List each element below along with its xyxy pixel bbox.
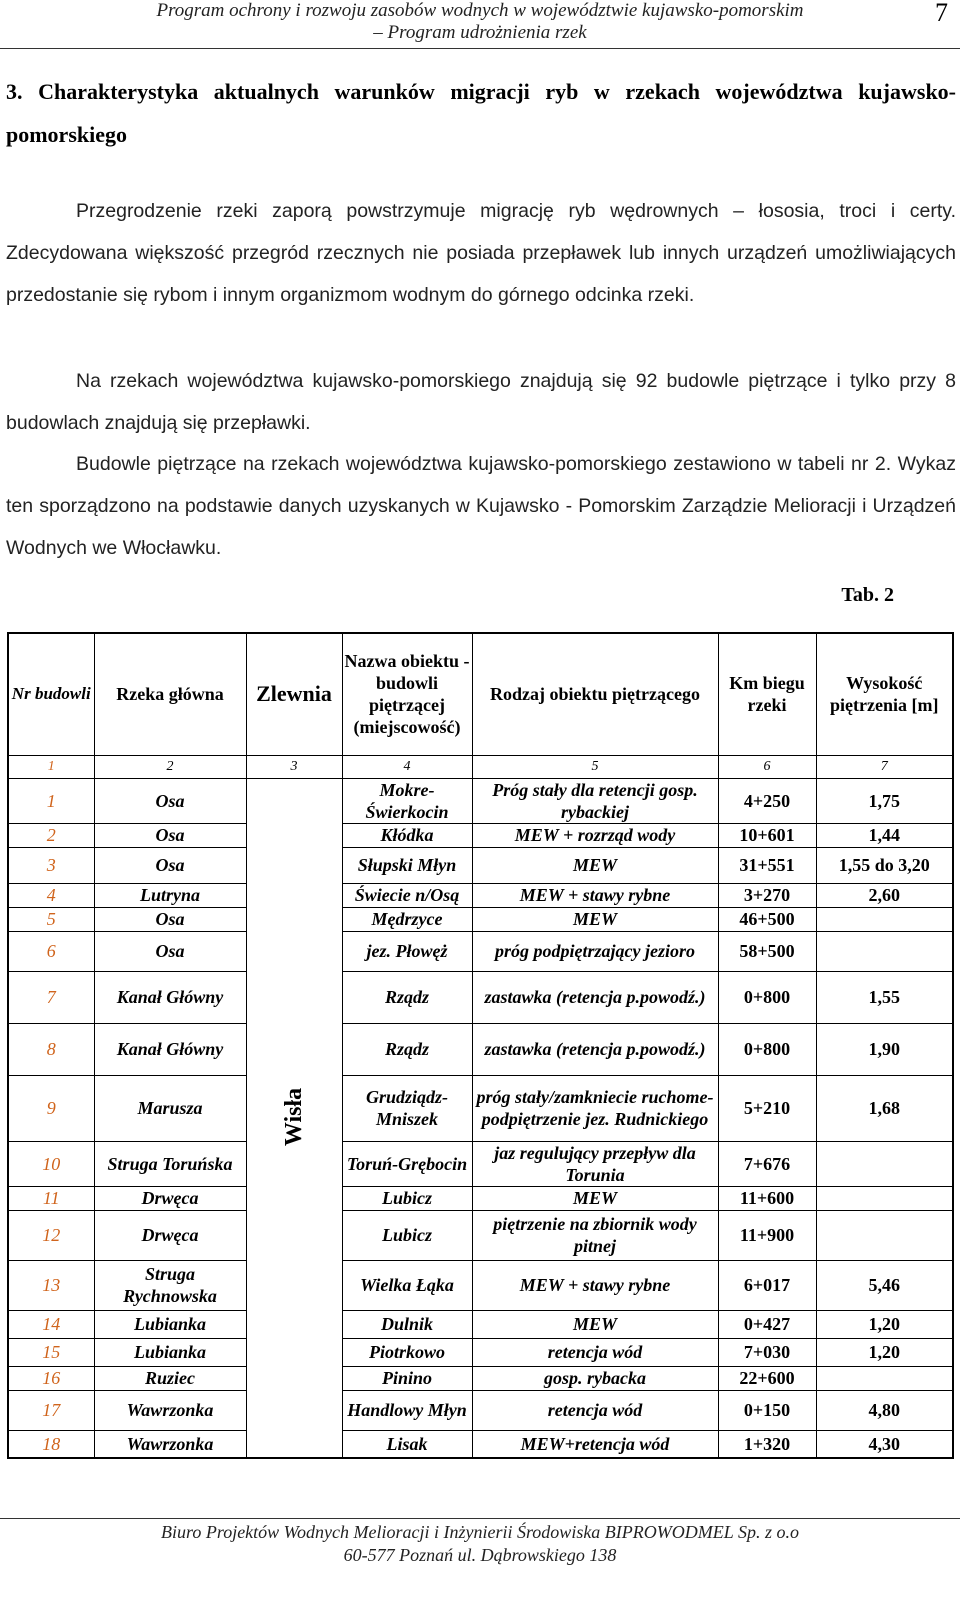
table-row [8,778,953,823]
header-rule [0,48,960,49]
table-row [8,1186,953,1210]
cell-km: 31+551 [718,847,816,883]
header-rodzaj: Rodzaj obiektu piętrzącego [472,633,718,755]
cell-nazwa: jez. Płowęż [342,931,472,971]
header-zlewnia: Zlewnia [246,633,342,755]
cell-wysokosc [816,1366,953,1390]
cell-km: 11+900 [718,1210,816,1260]
table-row [8,1390,953,1430]
cell-nazwa: Dulnik [342,1310,472,1338]
cell-rodzaj: jaz regulujący przepływ dla Torunia [472,1141,718,1186]
cell-nazwa: Piotrkowo [342,1338,472,1366]
cell-km: 0+427 [718,1310,816,1338]
cell-rzeka: Osa [94,778,246,823]
cell-nazwa: Wielka Łąka [342,1260,472,1310]
cell-nr: 7 [8,971,94,1023]
table-row [8,1260,953,1310]
cell-rzeka: Drwęca [94,1210,246,1260]
column-number: 3 [246,755,342,778]
header-wysokosc: Wysokość piętrzenia [m] [816,633,953,755]
column-number: 5 [472,755,718,778]
cell-nazwa: Świecie n/Osą [342,883,472,907]
cell-rzeka: Ruziec [94,1366,246,1390]
cell-rodzaj: retencja wód [472,1390,718,1430]
column-number-row [8,755,953,778]
column-number: 2 [94,755,246,778]
cell-nr: 11 [8,1186,94,1210]
paragraph-2 [6,360,956,444]
footer-rule [0,1518,960,1519]
cell-rzeka: Kanał Główny [94,1023,246,1075]
cell-km: 7+676 [718,1141,816,1186]
cell-km: 3+270 [718,883,816,907]
cell-km: 0+150 [718,1390,816,1430]
cell-rodzaj: retencja wód [472,1338,718,1366]
paragraph-1-text: Przegrodzenie rzeki zaporą powstrzymuje migrację ryb wędrownych – łososia, troci i certy. Zdecydowana większość przegród rzecznych nie posiada przepławek lub innych urządzeń umożliwiających przedostanie się rybom i innym organizmom wodnym do górnego odcinka rzeki. [6,200,956,306]
cell-rodzaj: próg podpiętrzający jezioro [472,931,718,971]
cell-wysokosc [816,931,953,971]
cell-km: 11+600 [718,1186,816,1210]
cell-wysokosc: 2,60 [816,883,953,907]
table-row [8,971,953,1023]
cell-nr: 8 [8,1023,94,1075]
table-row [8,907,953,931]
cell-wysokosc [816,1186,953,1210]
header-nr: Nr budowli [8,633,94,755]
table-row [8,847,953,883]
table-label: Tab. 2 [841,584,894,606]
cell-rodzaj: próg stały/zamkniecie ruchome-podpiętrzenie jez. Rudnickiego [472,1075,718,1141]
cell-nazwa: Handlowy Młyn [342,1390,472,1430]
cell-rzeka: Osa [94,823,246,847]
table-row [8,931,953,971]
cell-rodzaj: piętrzenie na zbiornik wody pitnej [472,1210,718,1260]
header-title-line1: Program ochrony i rozwoju zasobów wodnych w województwie kujawsko-pomorskim [156,0,804,21]
cell-rzeka: Struga Toruńska [94,1141,246,1186]
section-heading: 3. Charakterystyka aktualnych warunków migracji ryb w rzekach województwa kujawsko-pomorskiego [6,79,956,147]
cell-wysokosc: 1,20 [816,1338,953,1366]
cell-km: 5+210 [718,1075,816,1141]
cell-wysokosc: 1,90 [816,1023,953,1075]
cell-nr: 5 [8,907,94,931]
cell-rodzaj: zastawka (retencja p.powodź.) [472,1023,718,1075]
cell-nazwa: Mokre-Świerkocin [342,778,472,823]
cell-nr: 3 [8,847,94,883]
cell-rzeka: Kanał Główny [94,971,246,1023]
cell-zlewnia [246,778,342,1458]
paragraph-2-text: Na rzekach województwa kujawsko-pomorskiego znajdują się 92 budowle piętrzące i tylko przy 8 budowlach znajdują się przepławki. [6,370,956,434]
table-row [8,1338,953,1366]
cell-rodzaj: MEW [472,847,718,883]
cell-rodzaj: MEW+retencja wód [472,1430,718,1458]
cell-nr: 16 [8,1366,94,1390]
column-number: 7 [816,755,953,778]
cell-wysokosc: 1,55 [816,971,953,1023]
zlewnia-label: Wisła [281,1088,307,1147]
cell-rzeka: Wawrzonka [94,1430,246,1458]
header-rzeka: Rzeka główna [94,633,246,755]
footer-line1: Biuro Projektów Wodnych Melioracji i Inżynierii Środowiska BIPROWODMEL Sp. z o.o [161,1522,799,1542]
cell-rodzaj: Próg stały dla retencji gosp. rybackiej [472,778,718,823]
table-row [8,883,953,907]
cell-rodzaj: MEW [472,907,718,931]
cell-rzeka: Drwęca [94,1186,246,1210]
cell-nazwa: Lisak [342,1430,472,1458]
cell-rzeka: Osa [94,931,246,971]
cell-nr: 9 [8,1075,94,1141]
cell-km: 0+800 [718,1023,816,1075]
table-header-row [8,633,953,755]
cell-rodzaj: MEW [472,1186,718,1210]
table-row [8,1310,953,1338]
cell-rodzaj: zastawka (retencja p.powodź.) [472,971,718,1023]
table-row [8,1210,953,1260]
cell-wysokosc: 4,80 [816,1390,953,1430]
cell-nazwa: Kłódka [342,823,472,847]
cell-nazwa: Mędrzyce [342,907,472,931]
cell-nr: 18 [8,1430,94,1458]
cell-wysokosc [816,907,953,931]
cell-km: 6+017 [718,1260,816,1310]
cell-wysokosc: 1,75 [816,778,953,823]
column-number: 6 [718,755,816,778]
cell-nazwa: Lubicz [342,1210,472,1260]
cell-km: 4+250 [718,778,816,823]
table-row [8,1075,953,1141]
cell-km: 10+601 [718,823,816,847]
cell-nazwa: Grudziądz-Mniszek [342,1075,472,1141]
cell-nr: 12 [8,1210,94,1260]
cell-nazwa: Rządz [342,1023,472,1075]
dams-table [7,632,954,1459]
cell-nr: 6 [8,931,94,971]
cell-nr: 15 [8,1338,94,1366]
cell-nr: 1 [8,778,94,823]
paragraph-1 [6,190,956,316]
header-nazwa: Nazwa obiektu - budowli piętrzącej (miejscowość) [342,633,472,755]
page-number: 7 [935,0,948,27]
cell-km: 46+500 [718,907,816,931]
cell-nr: 13 [8,1260,94,1310]
table-row [8,1141,953,1186]
cell-wysokosc: 4,30 [816,1430,953,1458]
cell-nr: 4 [8,883,94,907]
cell-nr: 14 [8,1310,94,1338]
table-row [8,1430,953,1458]
cell-nazwa: Słupski Młyn [342,847,472,883]
cell-rodzaj: MEW + stawy rybne [472,1260,718,1310]
cell-rzeka: Lutryna [94,883,246,907]
cell-wysokosc [816,1210,953,1260]
cell-nr: 17 [8,1390,94,1430]
cell-nazwa: Rządz [342,971,472,1023]
cell-rodzaj: gosp. rybacka [472,1366,718,1390]
table-row [8,1023,953,1075]
footer-line2: 60-577 Poznań ul. Dąbrowskiego 138 [343,1545,617,1565]
cell-rzeka: Marusza [94,1075,246,1141]
paragraph-3 [6,443,956,569]
paragraph-3-text: Budowle piętrzące na rzekach województwa kujawsko-pomorskiego zestawiono w tabeli nr 2. Wykaz ten sporządzono na podstawie danych uzyskanych w Kujawsko - Pomorskim Zarządzie Melioracji i Urządzeń Wodnych we Włocławku. [6,453,956,559]
cell-km: 7+030 [718,1338,816,1366]
header-title-line2: – Program udrożnienia rzek [373,22,587,43]
cell-nazwa: Lubicz [342,1186,472,1210]
cell-wysokosc [816,1141,953,1186]
cell-wysokosc: 1,44 [816,823,953,847]
cell-km: 58+500 [718,931,816,971]
cell-rzeka: Lubianka [94,1338,246,1366]
cell-nr: 10 [8,1141,94,1186]
header-km: Km biegu rzeki [718,633,816,755]
cell-km: 1+320 [718,1430,816,1458]
cell-wysokosc: 5,46 [816,1260,953,1310]
column-number: 4 [342,755,472,778]
cell-km: 22+600 [718,1366,816,1390]
cell-nazwa: Toruń-Grębocin [342,1141,472,1186]
cell-rzeka: Struga Rychnowska [94,1260,246,1310]
cell-rzeka: Osa [94,847,246,883]
cell-nazwa: Pinino [342,1366,472,1390]
cell-rzeka: Lubianka [94,1310,246,1338]
cell-rzeka: Wawrzonka [94,1390,246,1430]
cell-wysokosc: 1,20 [816,1310,953,1338]
cell-rodzaj: MEW + rozrząd wody [472,823,718,847]
table-row [8,1366,953,1390]
cell-wysokosc: 1,55 do 3,20 [816,847,953,883]
cell-nr: 2 [8,823,94,847]
column-number: 1 [8,755,94,778]
cell-km: 0+800 [718,971,816,1023]
table-row [8,823,953,847]
cell-rodzaj: MEW + stawy rybne [472,883,718,907]
cell-rodzaj: MEW [472,1310,718,1338]
cell-rzeka: Osa [94,907,246,931]
cell-wysokosc: 1,68 [816,1075,953,1141]
